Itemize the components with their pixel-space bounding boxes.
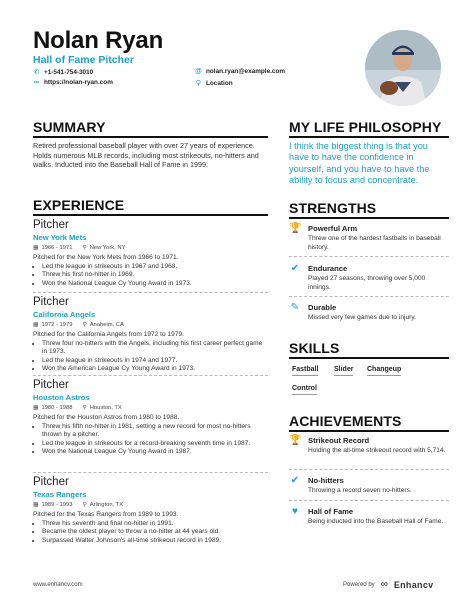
strength-title: Endurance <box>308 264 348 273</box>
location-pin-icon: ⚲ <box>82 245 87 251</box>
job-location: ⚲ New York, NY <box>82 245 126 251</box>
job-bullet: • Threw his fifth no-hitter in 1981, setting a new record for most no-hitters thrown by a pitcher. <box>42 423 268 440</box>
skill-tag: Slider <box>334 366 353 376</box>
philosophy-section-title: MY LIFE PHILOSOPHY <box>289 119 442 135</box>
strength-desc: Threw one of the hardest fastballs in baseball history. <box>308 235 441 251</box>
location-pin-icon: ⚲ <box>82 322 87 328</box>
heart-icon: ♥ <box>292 506 298 517</box>
job-company[interactable]: New York Mets <box>33 233 87 242</box>
strength-desc: Played 27 seasons, throwing over 5,000 innings. <box>308 275 426 291</box>
skills-rule <box>289 357 449 359</box>
job-bullet: • Became the oldest player to throw a no-hitter at 44 years old. <box>42 528 268 537</box>
job-bullet: • Led the league in strikeouts in 1967 and 1968. <box>42 263 268 272</box>
job-bullet: • Threw his seventh and final no-hitter in 1991. <box>42 520 268 529</box>
job-meta <box>33 322 268 328</box>
location-pin-icon: ⚲ <box>82 405 87 411</box>
strength-title: Powerful Arm <box>308 224 358 233</box>
experience-item <box>33 379 268 457</box>
strengths-section-title: STRENGTHS <box>289 200 377 216</box>
location-pin-icon: ⚲ <box>82 502 87 508</box>
job-summary: Pitched for the New York Mets from 1966 to 1971. <box>33 254 179 261</box>
candidate-headline: Hall of Fame Pitcher <box>33 54 134 66</box>
achievement-desc: Holding the all-time strikeout record with 5,714. <box>308 447 446 454</box>
contact-phone[interactable] <box>33 68 93 76</box>
checkmark-icon: ✔ <box>290 475 300 486</box>
achievement-divider <box>289 469 449 470</box>
pen-icon: ✎ <box>290 302 300 313</box>
job-dates: ▦ 1966 - 1971 <box>33 245 73 251</box>
experience-item <box>33 296 268 374</box>
job-summary: Pitched for the Texas Rangers from 1989 to 1993. <box>33 511 179 518</box>
job-company[interactable]: Houston Astros <box>33 393 90 402</box>
experience-divider <box>33 375 268 376</box>
achievement-title: Strikeout Record <box>308 436 370 445</box>
trophy-icon: 🏆 <box>289 435 302 446</box>
job-bullet: • Won the American League Cy Young Award in 1973. <box>42 365 268 374</box>
job-bullets <box>33 340 268 374</box>
job-meta <box>33 245 268 251</box>
location-pin-icon: ⚲ <box>195 80 202 87</box>
experience-item <box>33 476 268 545</box>
strength-divider <box>289 296 449 297</box>
experience-divider <box>33 292 268 293</box>
experience-section-title: EXPERIENCE <box>33 197 125 213</box>
job-bullet: • Led the league in strikeouts for a record-breaking seventh time in 1987. <box>42 440 268 449</box>
experience-item <box>33 219 268 288</box>
job-bullet: • Won the National League Cy Young Award in 1973. <box>42 280 268 289</box>
experience-rule <box>33 214 268 216</box>
footer-website[interactable]: www.enhancv.com <box>33 582 83 588</box>
strength-desc: Missed very few games due to injury. <box>308 314 416 321</box>
phone-icon: ✆ <box>33 69 40 76</box>
calendar-icon: ▦ <box>33 322 39 328</box>
summary-section-title: SUMMARY <box>33 119 106 135</box>
brand-name: Enhancv <box>393 579 434 590</box>
achievements-rule <box>289 430 449 432</box>
calendar-icon: ▦ <box>33 502 39 508</box>
trophy-icon: 🏆 <box>289 223 302 234</box>
achievement-desc: Throwing a record seven no-hitters. <box>308 487 412 494</box>
job-bullets <box>33 520 268 546</box>
job-role: Pitcher <box>33 379 69 391</box>
calendar-icon: ▦ <box>33 405 39 411</box>
powered-by-label: Powered by <box>343 581 375 588</box>
job-summary: Pitched for the Houston Astros from 1980 to 1988. <box>33 414 180 421</box>
experience-divider <box>33 472 268 473</box>
email-text: nolan.ryan@example.com <box>206 68 286 75</box>
profile-photo <box>365 30 441 106</box>
job-bullets <box>33 423 268 457</box>
job-meta <box>33 405 268 411</box>
location-text: Location <box>206 79 233 87</box>
skill-tag: Control <box>292 385 317 395</box>
job-summary: Pitched for the California Angels from 1972 to 1979. <box>33 331 185 338</box>
job-role: Pitcher <box>33 219 69 231</box>
strength-divider <box>289 256 449 257</box>
achievement-title: No-hitters <box>308 476 344 485</box>
calendar-icon: ▦ <box>33 245 39 251</box>
job-bullet: • Won the National League Cy Young Award in 1987. <box>42 448 268 457</box>
job-location: ⚲ Anaheim, CA <box>82 322 124 328</box>
strength-title: Durable <box>308 303 337 312</box>
achievements-section-title: ACHIEVEMENTS <box>289 413 402 429</box>
enhancv-logo-icon: ∞ <box>380 579 388 590</box>
job-company[interactable]: Texas Rangers <box>33 490 87 499</box>
phone-text: +1-541-754-3010 <box>44 68 94 76</box>
summary-rule <box>33 136 268 138</box>
achievement-desc: Being inducted into the Baseball Hall of Fame. <box>308 518 444 525</box>
summary-text: Retired professional baseball player with over 27 years of experience. Holds numerous MLB records, including most strikeouts, no-hitters and walks. Inducted into the Baseball Hall of Fame in 1999. <box>33 141 259 170</box>
job-bullet: • Threw four no-hitters with the Angels, including his first career perfect game in 1973. <box>42 340 268 357</box>
job-dates: ▦ 1980 - 1988 <box>33 405 73 411</box>
achievement-title: Hall of Fame <box>308 507 354 516</box>
job-bullet: • Surpassed Walter Johnson's all-time strikeout record in 1989. <box>42 537 268 546</box>
job-role: Pitcher <box>33 476 69 488</box>
philosophy-quote: I think the biggest thing is that you have to have the confidence in yourself, and you have to have the ability to focus and concentrate. <box>289 141 430 186</box>
achievement-divider <box>289 500 449 501</box>
checkmark-icon: ✔ <box>290 263 300 274</box>
job-dates: ▦ 1972 - 1979 <box>33 322 73 328</box>
contact-email[interactable] <box>195 68 285 75</box>
philosophy-rule <box>289 136 449 138</box>
job-role: Pitcher <box>33 296 69 308</box>
email-icon: @ <box>195 68 202 75</box>
skills-section-title: SKILLS <box>289 340 340 356</box>
contact-website[interactable] <box>33 79 113 86</box>
job-bullets <box>33 263 268 289</box>
job-dates: ▦ 1989 - 1993 <box>33 502 73 508</box>
job-company[interactable]: California Angels <box>33 310 96 319</box>
job-meta <box>33 502 268 508</box>
contact-location <box>195 79 233 87</box>
skill-tag: Fastball <box>292 366 318 376</box>
job-location: ⚲ Arlington, TX <box>82 502 124 508</box>
skill-tag: Changeup <box>367 366 401 376</box>
job-location: ⚲ Houston, TX <box>82 405 122 411</box>
job-bullet: • Threw his first no-hitter in 1969. <box>42 271 268 280</box>
strengths-rule <box>289 217 449 219</box>
profile-photo-illustration <box>365 30 441 106</box>
job-bullet: • Led the league in strikeouts in 1974 and 1977. <box>42 357 268 366</box>
website-text: https://nolan-ryan.com <box>44 79 113 86</box>
footer-powered-by[interactable] <box>343 579 433 590</box>
candidate-name: Nolan Ryan <box>33 27 164 54</box>
link-icon: ∞ <box>34 79 39 86</box>
